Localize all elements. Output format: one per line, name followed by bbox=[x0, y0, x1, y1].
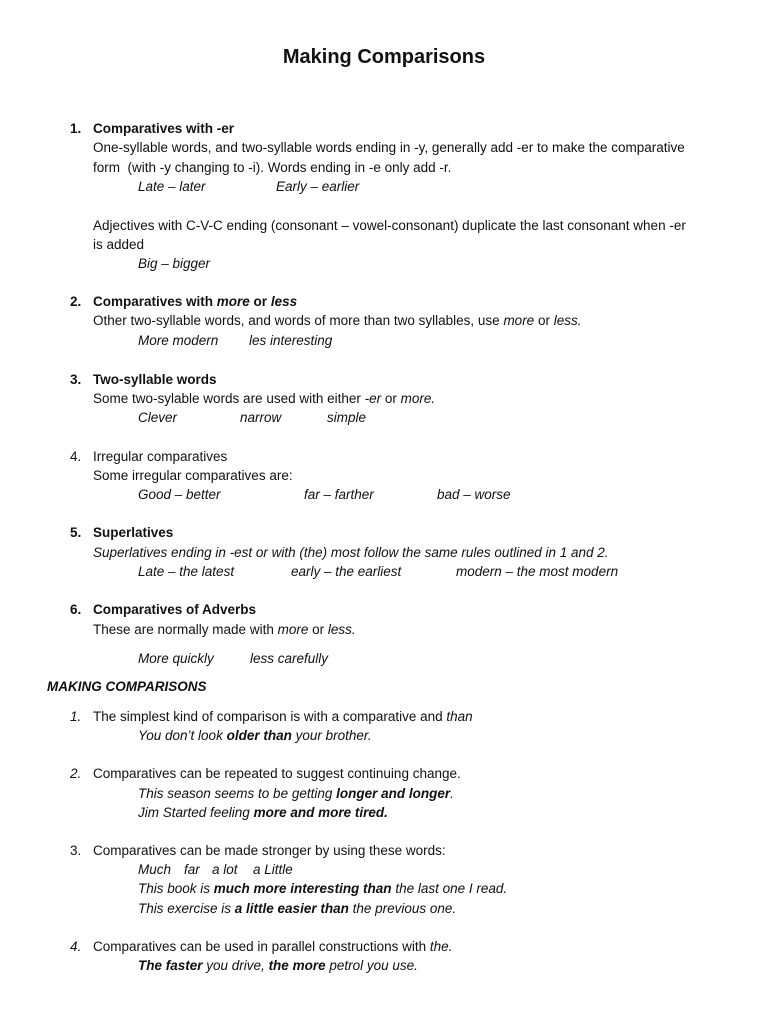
body-line bbox=[93, 708, 473, 726]
example-text-bold: the more bbox=[268, 958, 326, 973]
item-number: 1. bbox=[70, 709, 82, 724]
item-number: 6. bbox=[70, 602, 82, 617]
body-line: Some irregular comparatives are: bbox=[93, 468, 293, 483]
item-number: 4. bbox=[70, 939, 82, 954]
example: les interesting bbox=[249, 333, 333, 348]
intensifier-word: a lot bbox=[212, 862, 238, 877]
example-text: petrol you use. bbox=[325, 958, 418, 973]
example: Early – earlier bbox=[276, 179, 360, 194]
heading-text: or bbox=[249, 294, 271, 309]
body-text-emphasis: more bbox=[277, 622, 309, 637]
example: Clever bbox=[138, 410, 178, 425]
example-text-bold: more and more tired. bbox=[253, 805, 388, 820]
example-sentence bbox=[138, 727, 372, 745]
item-number: 4. bbox=[70, 449, 82, 464]
example-sentence bbox=[138, 880, 507, 898]
example-text: This exercise is bbox=[138, 901, 235, 916]
example-sentence bbox=[138, 900, 456, 918]
intensifier-word: far bbox=[184, 862, 200, 877]
body-line bbox=[93, 938, 452, 956]
body-line: Comparatives can be repeated to suggest continuing change. bbox=[93, 766, 461, 781]
example-sentence bbox=[138, 785, 454, 803]
body-text: These are normally made with bbox=[93, 622, 278, 637]
item-number: 1. bbox=[70, 121, 82, 136]
example: modern – the most modern bbox=[456, 564, 619, 579]
intensifier-word: Much bbox=[138, 862, 172, 877]
example: narrow bbox=[240, 410, 282, 425]
body-line bbox=[93, 312, 581, 330]
example-text-bold: The faster bbox=[138, 958, 203, 973]
example: less carefully bbox=[250, 651, 329, 666]
example-text: . bbox=[450, 786, 454, 801]
body-text-emphasis: than bbox=[446, 709, 473, 724]
example-text-bold: older than bbox=[226, 728, 292, 743]
example-text-bold: much more interesting than bbox=[213, 881, 392, 896]
body-text-emphasis: less. bbox=[327, 622, 356, 637]
example-text: This book is bbox=[138, 881, 214, 896]
body-text-emphasis: more. bbox=[400, 391, 436, 406]
body-text-emphasis: less. bbox=[553, 313, 582, 328]
example: Late – the latest bbox=[138, 564, 235, 579]
body-text: The simplest kind of comparison is with a comparative and bbox=[93, 709, 447, 724]
intensifier-word: a Little bbox=[253, 862, 293, 877]
item-heading bbox=[93, 293, 297, 311]
example: early – the earliest bbox=[291, 564, 402, 579]
body-line: is added bbox=[93, 237, 145, 252]
item-heading: Superlatives bbox=[93, 525, 174, 540]
item-number: 3. bbox=[70, 372, 82, 387]
section-heading: MAKING COMPARISONS bbox=[47, 679, 207, 694]
example: More quickly bbox=[138, 651, 214, 666]
body-text: Comparatives can be used in parallel constructions with bbox=[93, 939, 430, 954]
body-line: Comparatives can be made stronger by using these words: bbox=[93, 843, 446, 858]
body-text: or bbox=[534, 313, 554, 328]
body-line: form (with -y changing to -i). Words ending in -e only add -r. bbox=[93, 160, 452, 175]
item-heading: Comparatives with -er bbox=[93, 121, 235, 136]
item-heading: Comparatives of Adverbs bbox=[93, 602, 257, 617]
body-text: or bbox=[308, 622, 328, 637]
example: Late – later bbox=[138, 179, 206, 194]
example-text: You don’t look bbox=[138, 728, 227, 743]
example-text: your brother. bbox=[291, 728, 372, 743]
body-text-emphasis: the. bbox=[429, 939, 453, 954]
example: Big – bigger bbox=[138, 256, 211, 271]
body-text: Other two-syllable words, and words of more than two syllables, use bbox=[93, 313, 504, 328]
example-sentence bbox=[138, 957, 418, 975]
example-text: the last one I read. bbox=[391, 881, 508, 896]
item-number: 2. bbox=[70, 766, 82, 781]
body-line bbox=[93, 390, 435, 408]
item-number: 5. bbox=[70, 525, 82, 540]
example-text-bold: longer and longer bbox=[336, 786, 451, 801]
body-line: Adjectives with C-V-C ending (consonant – vowel-consonant) duplicate the last consonant when -er bbox=[93, 218, 686, 233]
heading-text-emphasis: more bbox=[216, 294, 250, 309]
example-text: This season seems to be getting bbox=[138, 786, 337, 801]
example-text-bold: a little easier than bbox=[234, 901, 349, 916]
example-text: the previous one. bbox=[348, 901, 457, 916]
body-line: Superlatives ending in -est or with (the) most follow the same rules outlined in 1 and 2. bbox=[93, 545, 609, 560]
example: More modern bbox=[138, 333, 219, 348]
example: Good – better bbox=[138, 487, 221, 502]
example-text: you drive, bbox=[202, 958, 269, 973]
body-text-emphasis: more bbox=[503, 313, 535, 328]
example: simple bbox=[327, 410, 367, 425]
item-number: 3. bbox=[70, 843, 82, 858]
example-sentence bbox=[138, 804, 388, 822]
body-line bbox=[93, 621, 356, 639]
body-text: or bbox=[381, 391, 401, 406]
body-text: Some two-sylable words are used with either bbox=[93, 391, 365, 406]
body-line: One-syllable words, and two-syllable words ending in -y, generally add -er to make the comparative bbox=[93, 140, 685, 155]
example: bad – worse bbox=[437, 487, 511, 502]
page-title: Making Comparisons bbox=[282, 46, 486, 68]
example-text: Jim Started feeling bbox=[138, 805, 254, 820]
item-number: 2. bbox=[70, 294, 82, 309]
heading-text: Comparatives with bbox=[93, 294, 217, 309]
body-text-emphasis: -er bbox=[364, 391, 382, 406]
heading-text-emphasis: less bbox=[270, 294, 298, 309]
example: far – farther bbox=[304, 487, 374, 502]
item-heading: Two-syllable words bbox=[93, 372, 217, 387]
item-heading: Irregular comparatives bbox=[93, 449, 228, 464]
